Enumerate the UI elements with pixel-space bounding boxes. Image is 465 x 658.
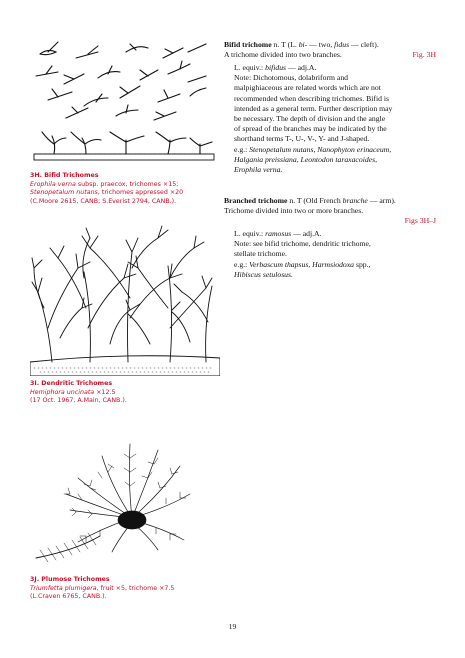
entry-etymology: n. T (Old French (287, 196, 343, 205)
figure-3j-illustration (30, 428, 220, 568)
note-line: stellate trichome. (234, 249, 287, 259)
latin-equivalent (234, 63, 436, 73)
entry-bifid-definition-line (224, 50, 436, 60)
caption-3h-line2-rest: , trichomes appressed ×20 (97, 189, 184, 197)
example-line (234, 260, 436, 270)
caption-3h-line2 (30, 189, 220, 198)
page-number: 19 (228, 622, 237, 631)
note-line: intended as a general term. Further description may (234, 103, 393, 113)
example-line (234, 270, 436, 280)
caption-3j (30, 576, 220, 602)
figure-reference: Figs 3H–J (404, 216, 436, 225)
note-line: malpighiaceous are related words which are not (234, 83, 381, 93)
caption-3h-line3: (C.Moore 2615, CANB; S.Everist 2794, CANB.). (30, 197, 177, 205)
dendritic-trichome-drawing (30, 218, 220, 376)
figure-3h-illustration (28, 36, 220, 171)
example-label: e.g.: (234, 144, 250, 154)
entry-term: Bifid trichome (224, 40, 272, 49)
example-species: Verbascum thapsus, Harmsiodoxa (249, 259, 355, 269)
example-label: e.g.: (234, 259, 250, 269)
example-rest: spp., (354, 259, 371, 269)
entry-bifid-term-line (224, 40, 436, 50)
entry-bifid-details (234, 63, 436, 175)
note-line: be necessary. The depth of division and the angle (234, 114, 386, 124)
entry-branched-definition-line (224, 206, 436, 216)
etymology-root: branche (342, 196, 368, 205)
caption-3j-title: 3J. Plumose Trichomes (30, 576, 110, 583)
caption-3j-line1 (30, 585, 220, 594)
etymology-gloss: — arm). (367, 196, 396, 205)
caption-3h-title: 3H. Bifid Trichomes (30, 172, 99, 179)
figure-3i-illustration (30, 218, 220, 376)
caption-3j-line2: (L.Craven 6765, CANB.). (30, 593, 107, 601)
entry-branched-term-line (224, 196, 436, 206)
caption-3i-line1 (30, 389, 220, 398)
caption-3i-title: 3I. Dendritic Trichomes (30, 380, 113, 387)
species-name: Triumfetta plumigera (30, 584, 97, 592)
etymology-gloss: — cleft). (349, 40, 379, 49)
example-line (234, 145, 436, 155)
caption-3i-line2: (17 Oct. 1967, A.Main, CANB.). (30, 397, 127, 405)
entry-definition: A trichome divided into two branches. (224, 50, 342, 59)
entry-bifid-heading (224, 40, 436, 60)
equiv-word: ramosus (265, 229, 292, 238)
equiv-rest: — adj.A. (291, 229, 322, 238)
entry-branched-heading (224, 196, 436, 226)
caption-3j-line1-rest: , fruit ×5, trichome ×7.5 (96, 584, 175, 592)
etymology-gloss: — two, (307, 40, 335, 49)
species-name: Hemiphora uncinata (30, 388, 95, 396)
note-line: of spread of the branches may be indicated by the (234, 124, 387, 134)
species-name: Erophila verna (30, 180, 76, 188)
note-line: Note: see bifid trichome, dendritic trichome, (234, 239, 371, 249)
equiv-word: bifidus (265, 63, 287, 72)
etymology-root: bi- (298, 40, 308, 49)
caption-3h-line1 (30, 181, 220, 190)
note-line: Note: Dichotomous, dolabriform and (234, 73, 349, 83)
example-line (234, 155, 436, 165)
example-species: Hibiscus setulosus. (234, 269, 293, 279)
entry-branched-details (234, 229, 436, 280)
caption-3h (30, 172, 220, 206)
entry-term: Branched trichome (224, 196, 288, 205)
caption-3i (30, 380, 220, 406)
note-line: recommended when describing trichomes. Bifid is (234, 93, 389, 103)
example-species: Stenopetalum nutans, Nanophyton erinaceum, (249, 144, 392, 154)
equiv-rest: — adj.A. (286, 63, 317, 72)
caption-3h-line1-rest: subsp. praecox, trichomes ×15; (75, 180, 179, 188)
species-name: Stenopetalum nutans (30, 189, 98, 197)
latin-equivalent (234, 229, 436, 239)
example-line (234, 165, 436, 175)
plumose-trichome-drawing (30, 428, 220, 568)
caption-3i-line1-rest: ×12.5 (94, 388, 116, 396)
note-line: shorthand terms T-, U-, V-, Y- and J-shaped. (234, 134, 370, 144)
entry-definition: Trichome divided into two or more branches. (224, 206, 364, 215)
equiv-label: L. equiv.: (234, 229, 266, 238)
figure-reference: Fig. 3H (412, 50, 436, 59)
example-species: Erophila verna. (234, 165, 283, 175)
etymology-root: fidus (334, 40, 350, 49)
entry-etymology: n. T (L. (271, 40, 299, 49)
example-species: Halgania preissiana, Leontodon taraxacoides, (234, 154, 377, 164)
bifid-trichome-drawing (28, 36, 220, 171)
equiv-label: L. equiv.: (234, 63, 266, 72)
